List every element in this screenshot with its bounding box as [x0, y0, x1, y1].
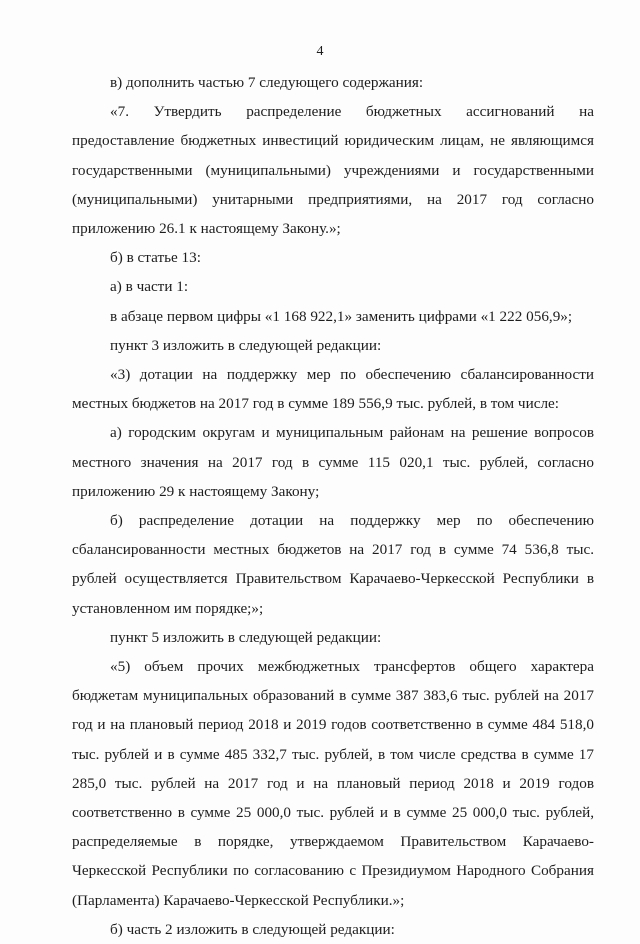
paragraph-article13: б) в статье 13: [110, 249, 201, 267]
paragraph-item5-intro: пункт 5 изложить в следующей редакции: [110, 628, 382, 646]
paragraph-item5-text: «5) объем прочих межбюджетных трансфертов общего характера бюджетам муниципальных образований в сумме 387 383,6 тыс. рублей на 2017 год и на плановый период 2018 и 2019 годов соответственно в сумме 484 518,0 тыс. рублей и в сумме 485 332,7 тыс. рублей, в том числе средства в сумме 17 285,0 тыс. рублей на 2017 год и на плановый период 2018 и 2019 годов соответственно в сумме 25 000,0 тыс. рублей и в сумме 25 000,0 тыс. рублей, распределяемые в порядке, утверждаемом Правительством Карачаево-Черкесской Республики по согласованию с Президиумом Народного Собрания (Парламента) Карачаево-Черкесской Республики.»; [72, 658, 594, 909]
page-number: 4 [316, 44, 324, 59]
paragraph-item3-text: «3) дотации на поддержку мер по обеспечению сбалансированности местных бюджетов на 2017 год в сумме 189 556,9 тыс. рублей, в том числе: [72, 366, 594, 413]
paragraph-item3-intro: пункт 3 изложить в следующей редакции: [110, 336, 382, 354]
paragraph-subitem-b: б) распределение дотации на поддержку мер по обеспечению сбалансированности местных бюджетов на 2017 год в сумме 74 536,8 тыс. рублей осуществляется Правительством Карачаево-Черкесской Республики в установленном им порядке;»; [72, 512, 594, 617]
paragraph-part1: а) в части 1: [110, 278, 189, 296]
document-body [72, 68, 594, 944]
paragraph-part7-intro: в) дополнить частью 7 следующего содержания: [110, 74, 424, 91]
paragraph-figures-replace: в абзаце первом цифры «1 168 922,1» заменить цифрами «1 222 056,9»; [110, 307, 573, 325]
paragraph-subitem-a: а) городским округам и муниципальным районам на решение вопросов местного значения на 2017 год в сумме 115 020,1 тыс. рублей, согласно приложению 29 к настоящему Закону; [72, 424, 594, 500]
paragraph-part7-text: «7. Утвердить распределение бюджетных ассигнований на предоставление бюджетных инвестиций юридическим лицам, не являющимся государственными (муниципальными) учреждениями и государственными (муниципальными) унитарными предприятиями, на 2017 год согласно приложению 26.1 к настоящему Закону.»; [72, 103, 594, 238]
paragraph-part2-intro: б) часть 2 изложить в следующей редакции: [110, 920, 395, 938]
